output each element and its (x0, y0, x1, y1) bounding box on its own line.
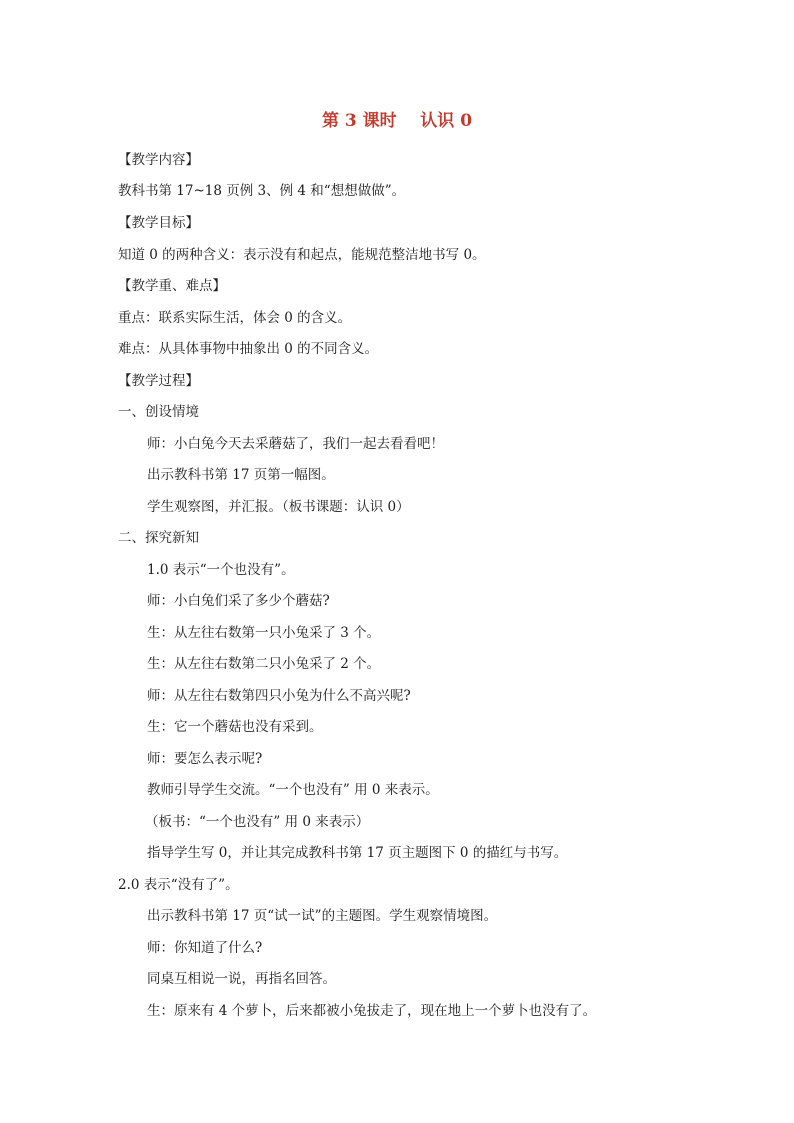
part1-line: 学生观察图，并汇报。（板书课题：认识 0） (147, 499, 410, 515)
part2-sub-line: 生：原来有 4 个萝卜，后来都被小兔拔走了，现在地上一个萝卜也没有了。 (147, 1003, 597, 1019)
part2-line: 指导学生写 0，并让其完成教科书第 17 页主题图下 0 的描红与书写。 (147, 845, 568, 861)
paragraph-key-point: 重点：联系实际生活，体会 0 的含义。 (118, 310, 352, 326)
part2-line: 生：从左往右数第二只小兔采了 2 个。 (147, 656, 381, 672)
section-heading-key-points: 【教学重、难点】 (118, 278, 226, 294)
paragraph-content: 教科书第 17~18 页例 3、例 4 和“想想做做”。 (118, 183, 406, 199)
part2-sub-line: 师：你知道了什么? (147, 940, 263, 956)
part1-line: 出示教科书第 17 页第一幅图。 (147, 467, 335, 483)
part2-subheading: 2.0 表示“没有了”。 (118, 877, 239, 893)
part2-heading: 二、探究新知 (118, 530, 199, 546)
section-heading-process: 【教学过程】 (118, 373, 199, 389)
part1-line: 师：小白兔今天去采蘑菇了，我们一起去看看吧！ (147, 436, 444, 452)
part2-line: 生：它一个蘑菇也没有采到。 (147, 719, 323, 735)
part2-line: 师：小白兔们采了多少个蘑菇? (147, 593, 330, 609)
page-title: 第 3 课时 认识 0 (321, 111, 473, 131)
part2-line: 教师引导学生交流。“一个也没有” 用 0 来表示。 (147, 782, 439, 798)
part2-line: 师：从左往右数第四只小兔为什么不高兴呢? (147, 688, 411, 704)
part2-line: （板书：“一个也没有” 用 0 来表示） (145, 814, 370, 830)
section-heading-goal: 【教学目标】 (118, 215, 199, 231)
part2-line: 师：要怎么表示呢? (147, 751, 263, 767)
part2-sub-line: 同桌互相说一说，再指名回答。 (147, 971, 336, 987)
section-heading-content: 【教学内容】 (118, 152, 199, 168)
part2-line: 生：从左往右数第一只小兔采了 3 个。 (147, 625, 381, 641)
paragraph-difficult-point: 难点：从具体事物中抽象出 0 的不同含义。 (118, 341, 379, 357)
part2-sub-line: 出示教科书第 17 页“试一试”的主题图。学生观察情境图。 (147, 908, 498, 924)
paragraph-goal: 知道 0 的两种含义：表示没有和起点，能规范整洁地书写 0。 (118, 247, 486, 263)
part2-line: 1.0 表示“一个也没有”。 (147, 562, 295, 578)
part1-heading: 一、创设情境 (118, 404, 199, 420)
